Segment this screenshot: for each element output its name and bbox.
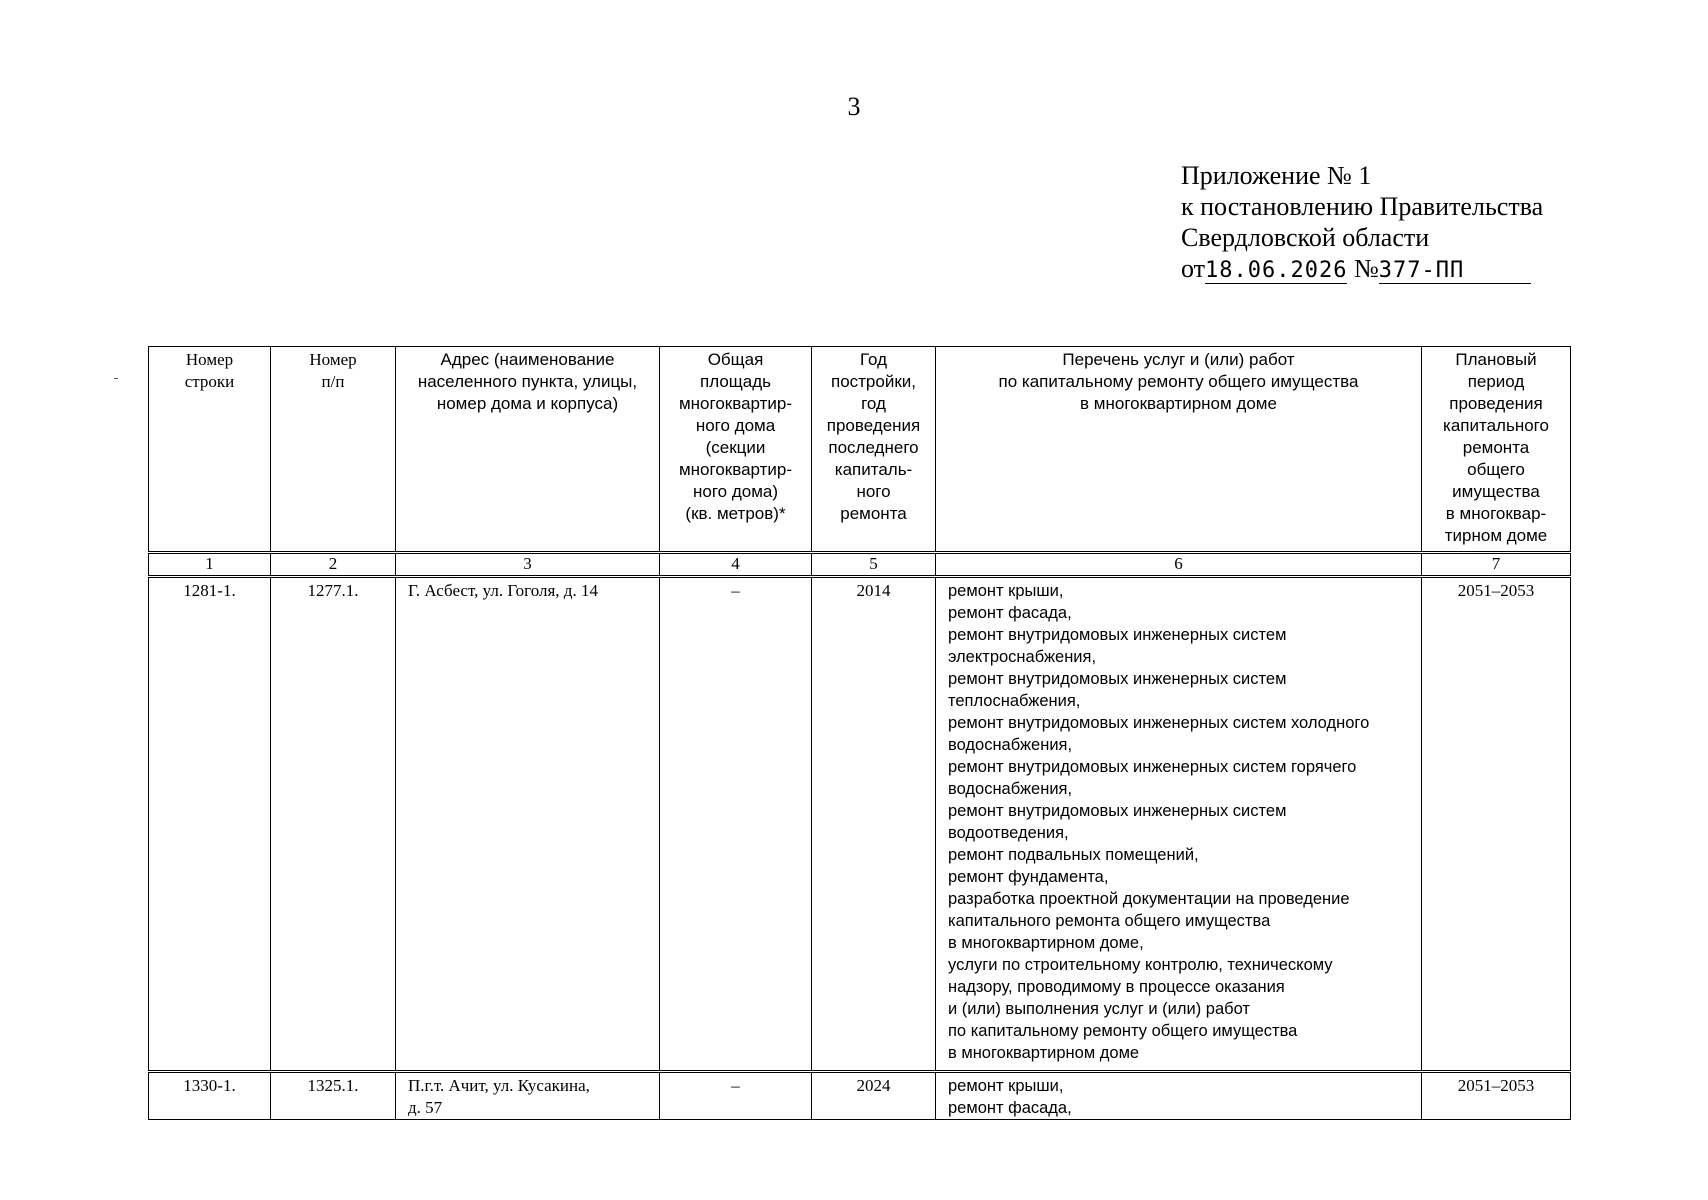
- work-item: ремонт фундамента,: [948, 868, 1109, 886]
- table-row: [149, 577, 1571, 1072]
- column-number: 2: [271, 553, 396, 577]
- column-number: 3: [396, 553, 660, 577]
- appendix-header: [1181, 160, 1543, 284]
- work-item: ремонт подвальных помещений,: [948, 846, 1199, 864]
- header-item-number: Номер п/п: [271, 347, 396, 553]
- header-address: Адрес (наименование населенного пункта, улицы, номер дома и корпуса): [396, 347, 660, 553]
- address: Г. Асбест, ул. Гоголя, д. 14: [396, 577, 660, 1072]
- column-number-row: [149, 553, 1571, 577]
- work-item: капитального ремонта общего имущества: [948, 912, 1271, 930]
- column-number: 5: [812, 553, 936, 577]
- work-item: ремонт внутридомовых инженерных систем: [948, 626, 1287, 644]
- page-number: 3: [847, 92, 861, 121]
- work-item: разработка проектной документации на проведение: [948, 890, 1350, 908]
- work-item: по капитальному ремонту общего имущества: [948, 1022, 1298, 1040]
- column-number: 1: [149, 553, 271, 577]
- appendix-resolution: к постановлению Правительства: [1181, 192, 1544, 221]
- header-year: Год постройки, год проведения последнего капиталь- ного ремонта: [812, 347, 936, 553]
- column-number: 7: [1422, 553, 1571, 577]
- work-item: и (или) выполнения услуг и (или) работ: [948, 1000, 1250, 1018]
- repair-plan-table: [148, 346, 1571, 1120]
- work-item: водоотведения,: [948, 824, 1069, 842]
- scan-mark: [114, 378, 118, 379]
- appendix-region: Свердловской области: [1181, 223, 1430, 252]
- work-item: ремонт внутридомовых инженерных систем: [948, 670, 1287, 688]
- work-item: ремонт внутридомовых инженерных систем: [948, 802, 1287, 820]
- works-list: [936, 577, 1422, 1072]
- row-number: 1281-1.: [149, 577, 271, 1072]
- works-list: [936, 1072, 1422, 1120]
- work-item: ремонт крыши,: [948, 1077, 1064, 1095]
- table-row: [149, 1072, 1571, 1120]
- work-item: ремонт внутридомовых инженерных систем горячего: [948, 758, 1357, 776]
- date-prefix: от: [1181, 254, 1206, 283]
- appendix-date-number: [1181, 253, 1543, 284]
- planned-period: 2051–2053: [1422, 1072, 1571, 1120]
- header-works: Перечень услуг и (или) работ по капитальному ремонту общего имущества в многоквартирном доме: [936, 347, 1422, 553]
- work-item: водоснабжения,: [948, 780, 1073, 798]
- work-item: услуги по строительному контролю, техническому: [948, 956, 1333, 974]
- work-item: ремонт фасада,: [948, 1099, 1072, 1117]
- work-item: в многоквартирном доме,: [948, 934, 1144, 952]
- resolution-date: 18.06.2026: [1205, 258, 1348, 283]
- year: 2024: [812, 1072, 936, 1120]
- column-number: 4: [660, 553, 812, 577]
- year: 2014: [812, 577, 936, 1072]
- planned-period: 2051–2053: [1422, 577, 1571, 1072]
- work-item: в многоквартирном доме: [948, 1044, 1140, 1062]
- header-area: Общая площадь многоквартир- ного дома (секции многоквартир- ного дома) (кв. метров)*: [660, 347, 812, 553]
- work-item: теплоснабжения,: [948, 692, 1081, 710]
- work-item: ремонт внутридомовых инженерных систем холодного: [948, 714, 1370, 732]
- area: –: [660, 1072, 812, 1120]
- item-number: 1277.1.: [271, 577, 396, 1072]
- resolution-number: 377-ПП: [1379, 259, 1531, 284]
- address: П.г.т. Ачит, ул. Кусакина, д. 57: [396, 1072, 660, 1120]
- area: –: [660, 577, 812, 1072]
- header-period: Плановый период проведения капитального ремонта общего имущества в многоквар- тирном доме: [1422, 347, 1571, 553]
- appendix-title: Приложение № 1: [1181, 161, 1372, 190]
- table-header-row: [149, 347, 1571, 553]
- number-prefix: №: [1353, 254, 1379, 283]
- header-row-number: Номер строки: [149, 347, 271, 553]
- work-item: надзору, проводимому в процессе оказания: [948, 978, 1285, 996]
- work-item: электроснабжения,: [948, 648, 1097, 666]
- item-number: 1325.1.: [271, 1072, 396, 1120]
- work-item: ремонт фасада,: [948, 604, 1072, 622]
- work-item: водоснабжения,: [948, 736, 1073, 754]
- column-number: 6: [936, 553, 1422, 577]
- work-item: ремонт крыши,: [948, 582, 1064, 600]
- row-number: 1330-1.: [149, 1072, 271, 1120]
